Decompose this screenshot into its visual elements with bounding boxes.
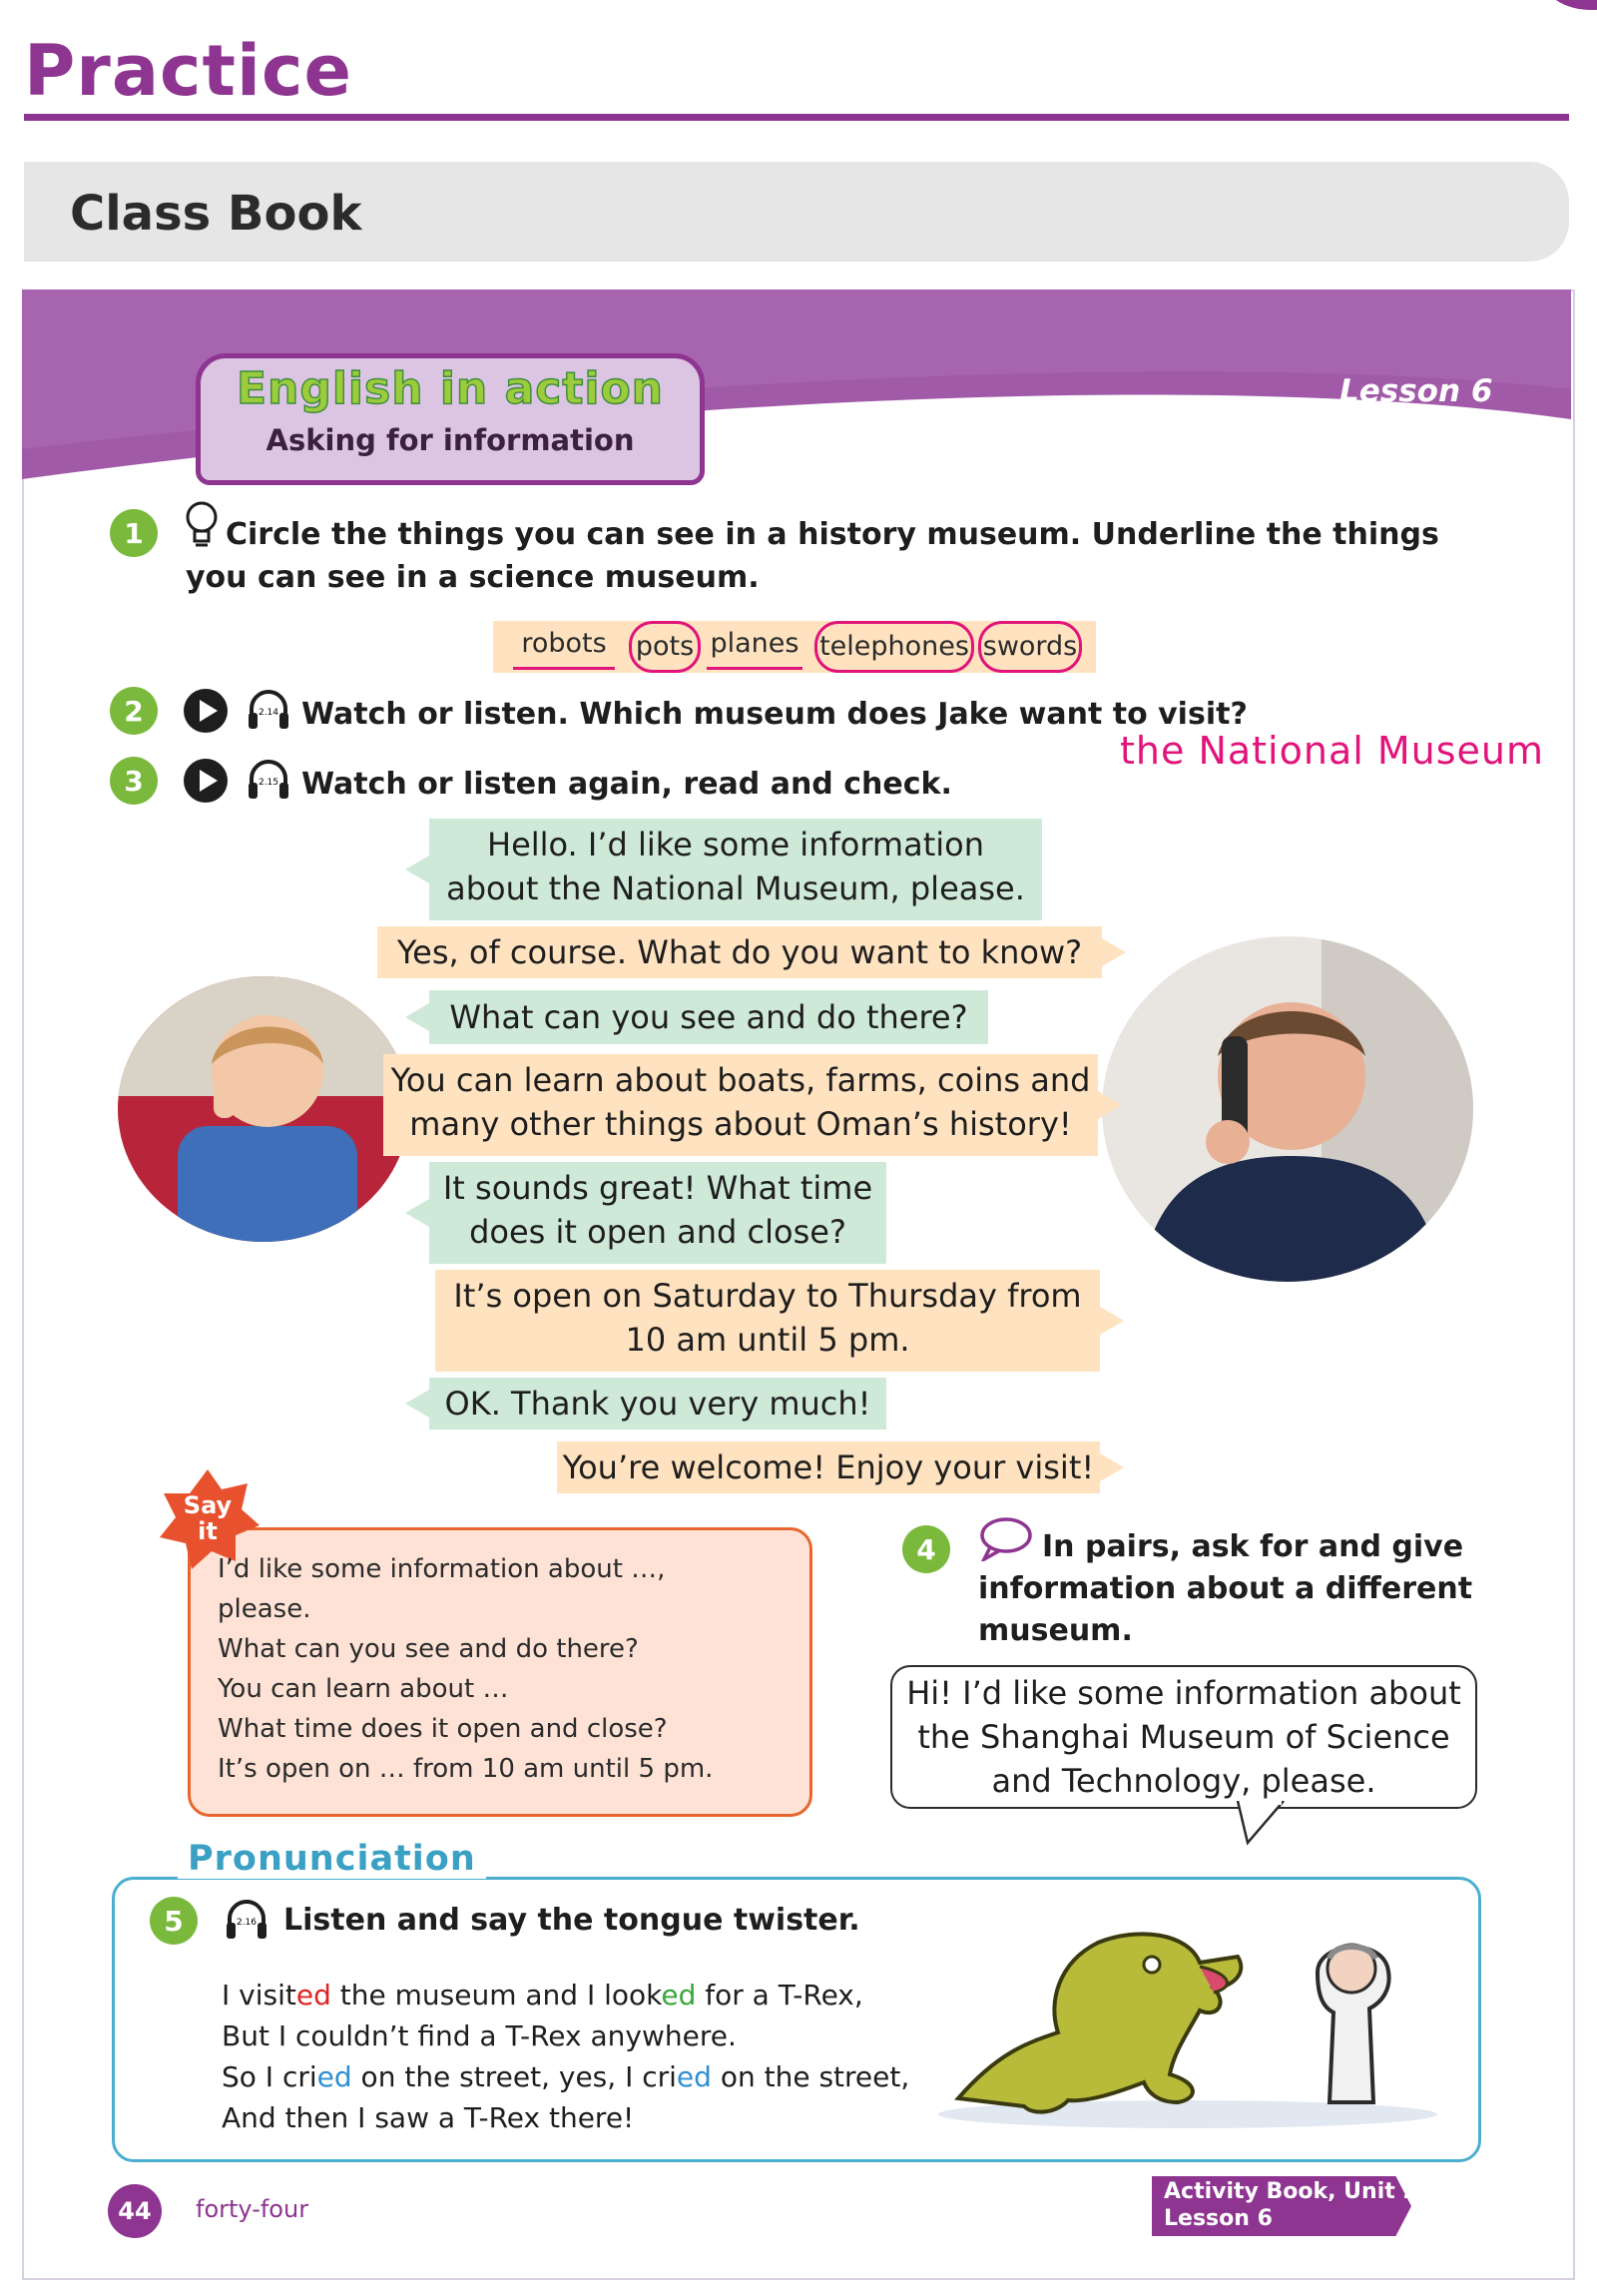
word-planes: planes (707, 621, 802, 670)
example-speech-text (890, 1671, 1477, 1803)
say-it-line: It’s open on … from 10 am until 5 pm. (218, 1754, 714, 1784)
dialogue-bubble-2 (377, 926, 1102, 978)
speech-bubble-icon (978, 1515, 1032, 1561)
dialogue-line: Yes, of course. What do you want to know? (396, 933, 1083, 971)
dialogue-line: Hello. I’d like some information (487, 826, 984, 863)
handwritten-answer: the National Museum (1120, 729, 1545, 773)
dialogue-line: It’s open on Saturday to Thursday from (453, 1277, 1082, 1315)
dialogue-line: What can you see and do there? (449, 998, 968, 1036)
activity-book-line1: Activity Book, Unit 2 (1164, 2179, 1418, 2204)
activity-1-instruction-line2: you can see in a science museum. (186, 560, 760, 595)
dialogue-line: 10 am until 5 pm. (625, 1321, 910, 1359)
say-it-line: What can you see and do there? (218, 1634, 639, 1664)
lesson-label: Lesson 6 (1339, 373, 1493, 409)
title-divider (24, 114, 1569, 121)
activity-book-reference (1164, 2178, 1418, 2232)
english-in-action-title: English in action (236, 363, 665, 414)
track-number-2.15: 2.15 (258, 778, 279, 788)
activity-number-1: 1 (110, 509, 158, 557)
say-it-badge-line1: Say (183, 1491, 233, 1519)
activity-3-instruction: Watch or listen again, read and check. (301, 767, 952, 802)
twister-line-2: But I couldn’t find a T-Rex anywhere. (222, 2019, 737, 2052)
section-title: Class Book (70, 186, 362, 242)
page-number-words: forty-four (196, 2195, 309, 2223)
dialogue-bubble-3 (429, 990, 988, 1044)
dialogue-bubble-6 (435, 1270, 1100, 1372)
word-pots: pots (629, 621, 701, 673)
activity-4-instruction-line1: In pairs, ask for and give (1042, 1529, 1464, 1564)
word-telephones: telephones (814, 621, 974, 673)
lightbulb-icon (180, 499, 224, 549)
dialogue-bubble-7 (429, 1378, 886, 1430)
track-number-2.16: 2.16 (236, 1918, 258, 1928)
trex-cartoon-illustration (938, 1903, 1457, 2134)
page-number: 44 (108, 2184, 162, 2238)
audio-headphones-icon[interactable] (244, 685, 293, 735)
track-number-2.14: 2.14 (258, 708, 279, 718)
say-it-badge-line2: it (198, 1517, 218, 1545)
dialogue-line: OK. Thank you very much! (444, 1385, 871, 1423)
twister-line-4: And then I saw a T-Rex there! (222, 2101, 635, 2134)
example-speech-line: Hi! I’d like some information about (906, 1674, 1461, 1712)
example-speech-line: the Shanghai Museum of Science (917, 1718, 1450, 1756)
twister-line-3: So I cried on the street, yes, I cried on the street, (222, 2060, 910, 2093)
twister-line-1: I visited the museum and I looked for a T-Rex, (222, 1979, 863, 2011)
dialogue-line: about the National Museum, please. (446, 869, 1025, 907)
activity-4-instruction-line2: information about a different (978, 1571, 1473, 1606)
pronunciation-label: Pronunciation (178, 1839, 486, 1879)
play-video-icon[interactable] (184, 689, 228, 733)
dialogue-line: many other things about Oman’s history! (409, 1105, 1072, 1143)
dialogue-line: It sounds great! What time (442, 1169, 873, 1207)
english-in-action-subtitle: Asking for information (266, 423, 635, 457)
man-photo (1102, 936, 1473, 1282)
dialogue-bubble-8 (557, 1441, 1100, 1493)
dialogue-line: You can learn about boats, farms, coins and (390, 1061, 1091, 1099)
page-title: Practice (24, 30, 352, 112)
word-box (493, 621, 1096, 673)
tongue-twister (222, 1975, 980, 2138)
activity-number-2: 2 (110, 687, 158, 735)
dialogue-bubble-4 (383, 1054, 1098, 1156)
dialogue-bubble-5 (429, 1162, 886, 1264)
activity-1-instruction-line1: Circle the things you can see in a history museum. Underline the things (226, 517, 1439, 552)
activity-number-5: 5 (150, 1897, 198, 1945)
play-video-icon[interactable] (184, 759, 228, 803)
say-it-line: You can learn about … (218, 1674, 509, 1704)
activity-2-instruction: Watch or listen. Which museum does Jake want to visit? (301, 697, 1248, 732)
corner-decoration (1547, 0, 1597, 10)
activity-5-instruction: Listen and say the tongue twister. (283, 1903, 860, 1938)
audio-headphones-icon[interactable] (222, 1895, 271, 1945)
say-it-line: What time does it open and close? (218, 1714, 668, 1744)
say-it-phrases (218, 1549, 797, 1789)
speech-bubble-tail (1234, 1801, 1294, 1847)
activity-4-instruction-line3: museum. (978, 1613, 1133, 1648)
word-robots: robots (513, 621, 615, 670)
example-speech-line: and Technology, please. (991, 1762, 1376, 1800)
activity-number-4: 4 (902, 1525, 950, 1573)
dialogue-bubble-1 (429, 819, 1042, 920)
boy-photo (118, 976, 409, 1242)
say-it-line: I’d like some information about …, (218, 1554, 666, 1584)
activity-number-3: 3 (110, 757, 158, 805)
dialogue-line: does it open and close? (469, 1213, 846, 1251)
activity-book-line2: Lesson 6 (1164, 2206, 1273, 2231)
say-it-line: please. (218, 1594, 311, 1624)
audio-headphones-icon[interactable] (244, 755, 293, 805)
dialogue-line: You’re welcome! Enjoy your visit! (562, 1448, 1095, 1486)
word-swords: swords (978, 621, 1082, 673)
